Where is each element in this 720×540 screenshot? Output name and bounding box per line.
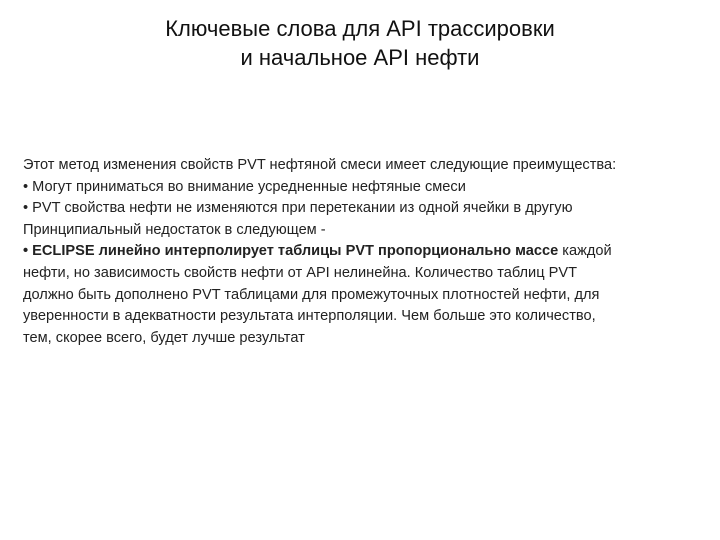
- drawback-heading: Принципиальный недостаток в следующем -: [23, 221, 326, 238]
- body-line-nonlinear: нефти, но зависимость свойств нефти от API нелинейна. Количество таблиц PVT: [23, 264, 577, 281]
- body-line-result: тем, скорее всего, будет лучше результат: [23, 329, 305, 346]
- title-line-1: Ключевые слова для API трассировки: [165, 16, 555, 41]
- bullet-pvt-unchanged: • PVT свойства нефти не изменяются при перетекании из одной ячейки в другую: [23, 200, 573, 217]
- bullet-eclipse-interpolation: [23, 241, 703, 263]
- body-line-confidence: уверенности в адекватности результата интерполяции. Чем больше это количество,: [23, 308, 596, 325]
- intro-text: Этот метод изменения свойств PVT нефтяной смеси имеет следующие преимущества:: [23, 157, 617, 173]
- bullet-eclipse-bold: • ECLIPSE линейно интерполирует таблицы PVT пропорционально массе: [23, 243, 559, 260]
- slide-title: [60, 14, 660, 72]
- body-line-supplement: должно быть дополнено PVT таблицами для промежуточных плотностей нефти, для: [23, 286, 600, 303]
- bullet-averaged-mixtures: • Могут приниматься во внимание усредненные нефтяные смеси: [23, 178, 466, 195]
- bullet-eclipse-rest: каждой: [558, 243, 612, 260]
- slide-body-text: [23, 155, 703, 349]
- title-line-2: и начальное API нефти: [240, 45, 480, 70]
